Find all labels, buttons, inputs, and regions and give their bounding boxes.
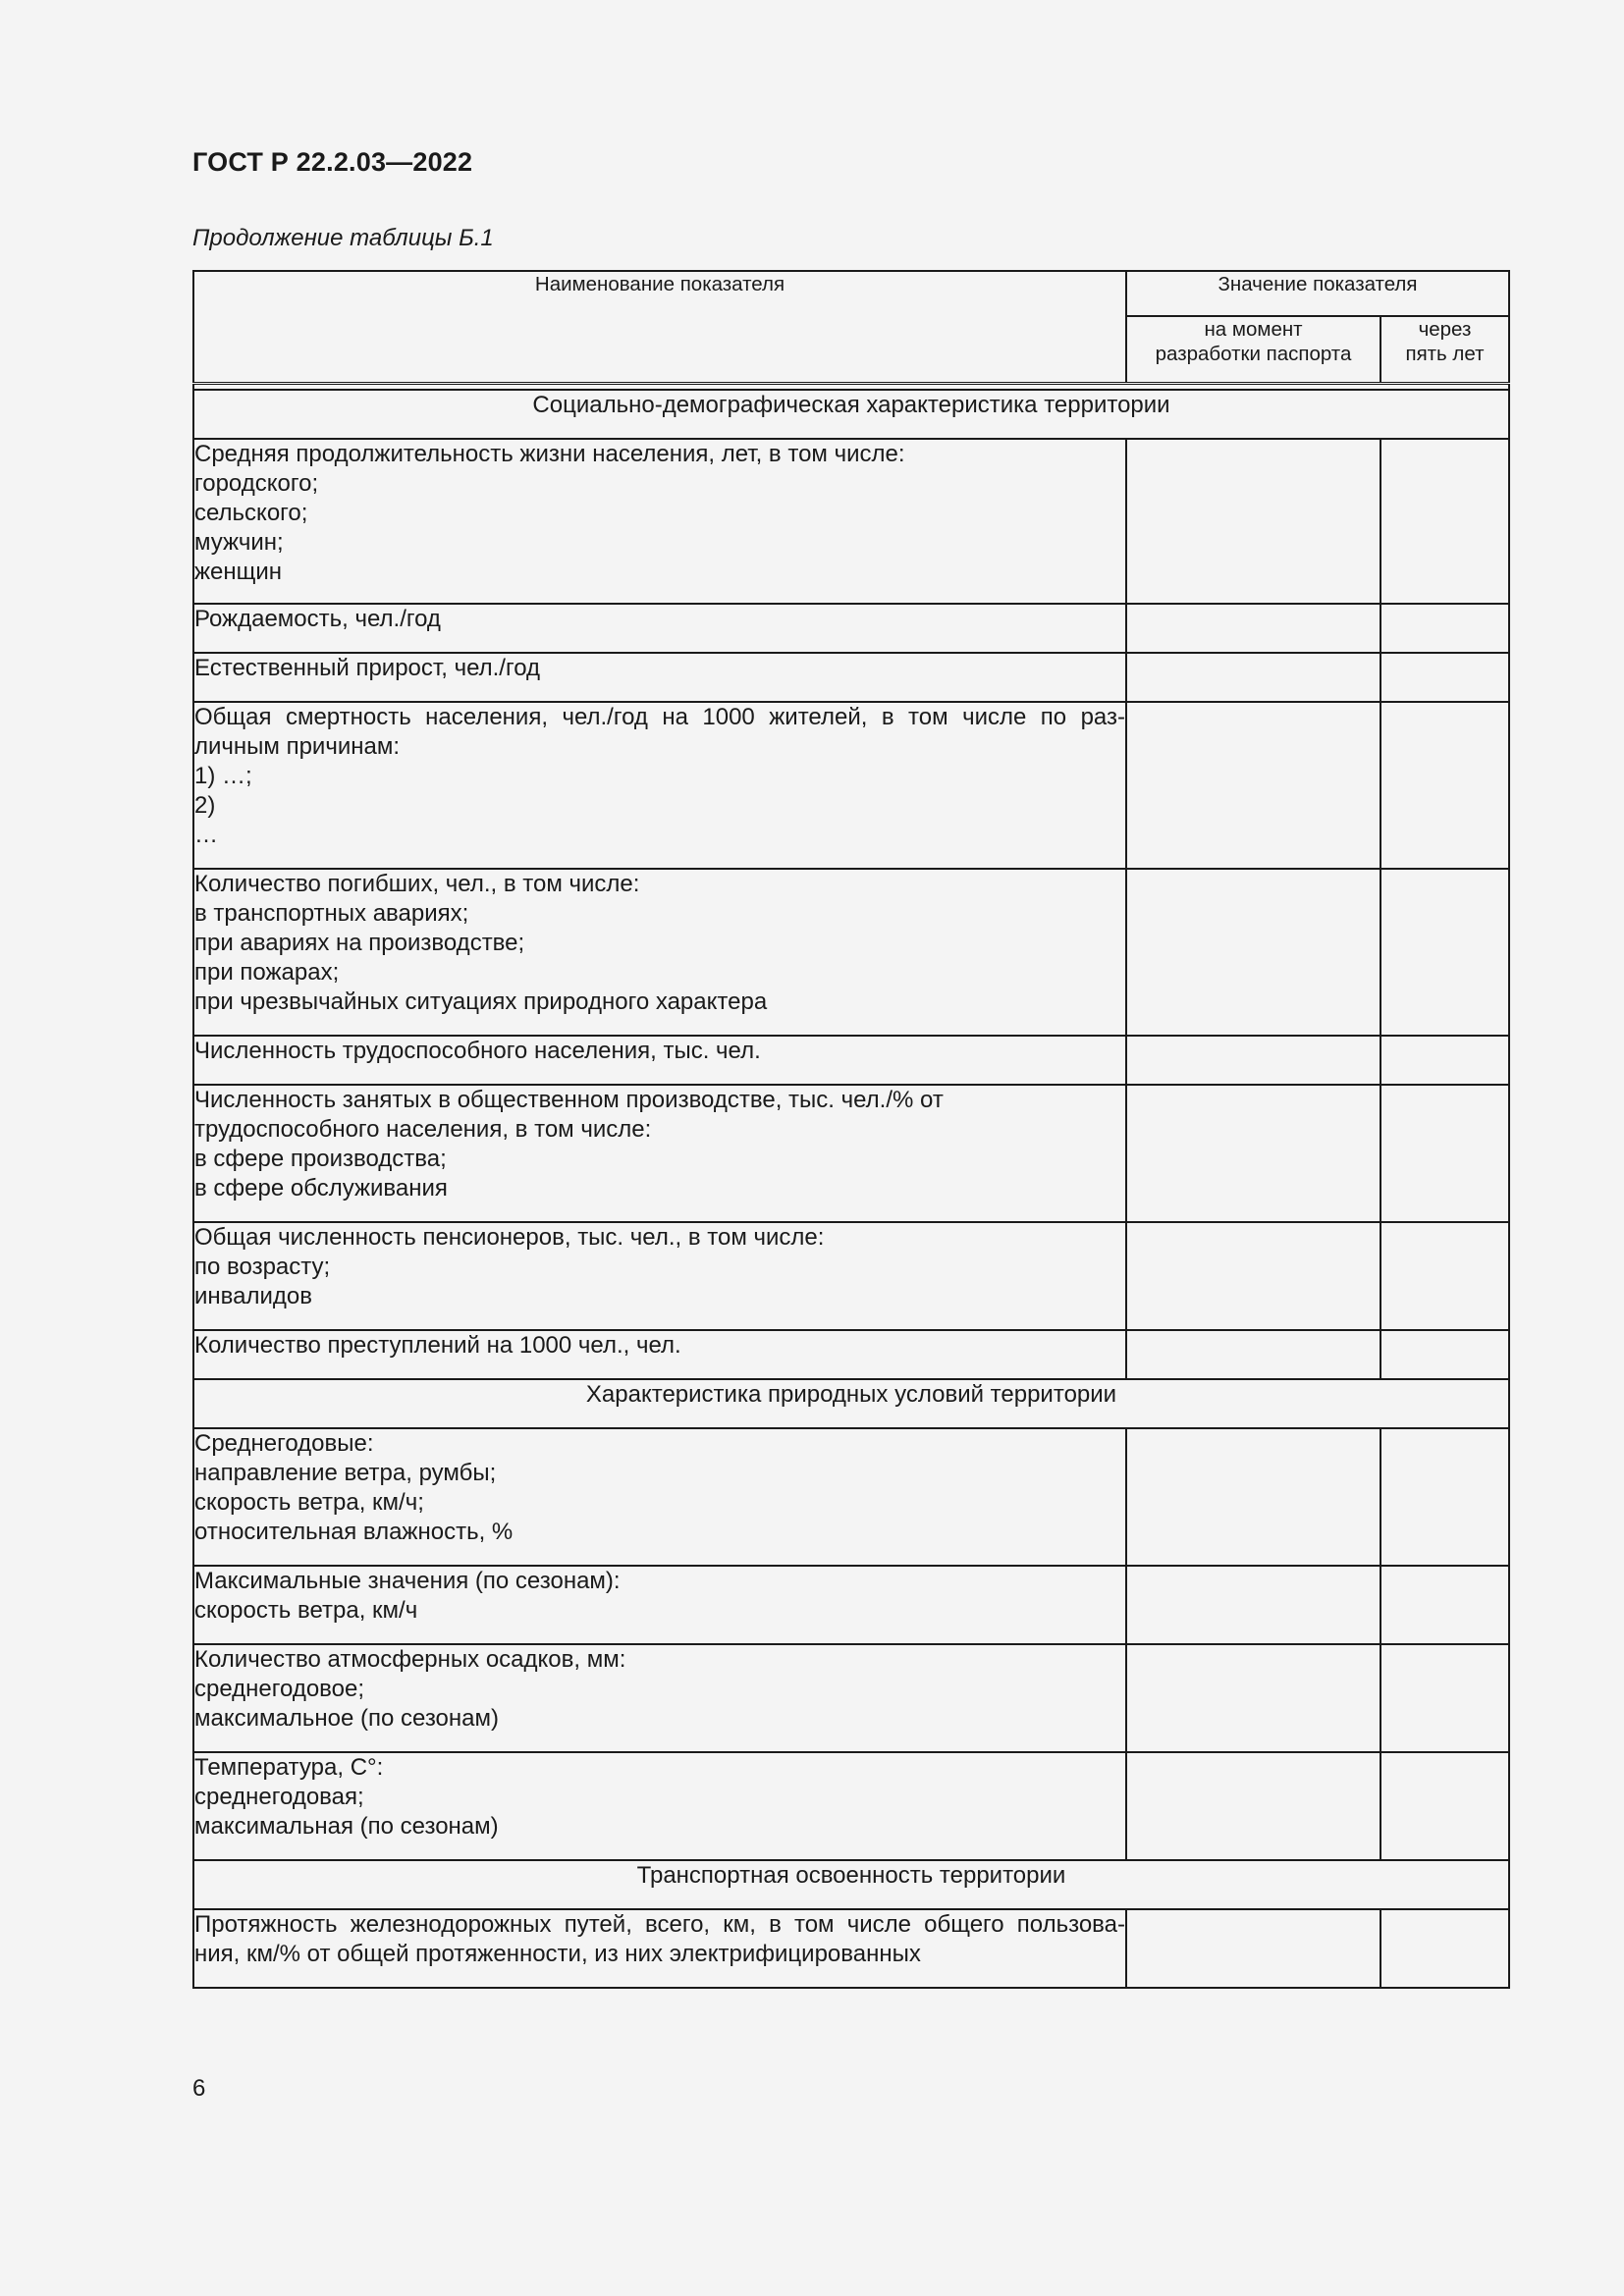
indicator-line: Среднегодовые: [194,1430,374,1457]
indicator-line: Естественный прирост, чел./год [194,655,541,681]
table-row [193,1330,1509,1379]
value-future-cell [1380,1085,1509,1222]
indicator-line: Количество погибших, чел., в том числе: [194,871,640,897]
value-future-cell [1380,1752,1509,1860]
value-future-cell [1380,1036,1509,1085]
value-current-cell [1126,439,1380,604]
indicator-name [193,604,1126,653]
table-row [193,439,1509,604]
value-current-cell [1126,1428,1380,1566]
table-row [193,1222,1509,1330]
indicator-line: городского; [194,470,319,497]
indicator-line: Численность занятых в общественном производстве, тыс. чел./% от [194,1087,944,1113]
value-current-cell [1126,653,1380,702]
indicator-line: 2) [194,792,216,819]
indicator-line: при авариях на производстве; [194,930,525,956]
value-current-cell [1126,1566,1380,1644]
indicator-name [193,1566,1126,1644]
indicator-name [193,1222,1126,1330]
indicator-line: Общая численность пенсионеров, тыс. чел., в том числе: [194,1224,825,1251]
indicator-line: Средняя продолжительность жизни населения, лет, в том числе: [194,441,905,467]
indicator-name [193,1644,1126,1752]
table-row [193,869,1509,1036]
value-future-cell [1380,1330,1509,1379]
indicator-name [193,1330,1126,1379]
value-future-cell [1380,1644,1509,1752]
indicator-line: мужчин; [194,529,284,556]
value-future-cell [1380,1566,1509,1644]
indicator-line: инвалидов [194,1283,312,1309]
value-current-cell [1126,702,1380,869]
indicator-name [193,439,1126,604]
indicator-name [193,869,1126,1036]
table-row [193,1566,1509,1644]
table-row [193,702,1509,869]
table-row [193,1909,1509,1988]
column-header-future-line2: пять лет [1405,343,1485,365]
indicator-name [193,1909,1126,1988]
indicator-line: Общая смертность населения, чел./год на 1000 жителей, в том числе по раз- [194,704,1125,730]
indicator-line: среднегодовое; [194,1676,365,1702]
column-header-current-line2: разработки паспорта [1155,343,1352,365]
indicator-line: сельского; [194,500,308,526]
value-current-cell [1126,1644,1380,1752]
value-future-cell [1380,653,1509,702]
indicator-name [193,702,1126,869]
indicator-line: Протяжность железнодорожных путей, всего, км, в том числе общего пользова- [194,1911,1125,1938]
indicator-name [193,1085,1126,1222]
table-caption: Продолжение таблицы Б.1 [192,225,494,251]
value-future-cell [1380,1222,1509,1330]
indicator-name [193,653,1126,702]
value-current-cell [1126,1909,1380,1988]
column-header-current-line1: на момент [1204,318,1303,341]
indicator-line: Численность трудоспособного населения, тыс. чел. [194,1038,761,1064]
indicator-line: при чрезвычайных ситуациях природного характера [194,988,768,1015]
value-current-cell [1126,1330,1380,1379]
value-current-cell [1126,1752,1380,1860]
indicator-line: в сфере обслуживания [194,1175,448,1201]
page-number: 6 [192,2075,206,2102]
indicator-name [193,1752,1126,1860]
indicator-line: Максимальные значения (по сезонам): [194,1568,621,1594]
indicator-line: относительная влажность, % [194,1519,514,1545]
document-code: ГОСТ Р 22.2.03—2022 [192,147,473,177]
value-future-cell [1380,604,1509,653]
column-header-future [1380,316,1509,384]
indicator-table [192,270,1510,1989]
indicator-line: личным причинам: [194,733,401,760]
section-title: Транспортная освоенность территории [193,1860,1509,1909]
indicator-line: в сфере производства; [194,1146,447,1172]
indicator-line: Температура, С°: [194,1754,384,1781]
value-current-cell [1126,869,1380,1036]
indicator-line: скорость ветра, км/ч; [194,1489,424,1516]
table-row [193,1085,1509,1222]
indicator-line: в транспортных авариях; [194,900,469,927]
indicator-line: женщин [194,559,283,585]
table-row [193,1036,1509,1085]
indicator-line: при пожарах; [194,959,340,986]
indicator-line: среднегодовая; [194,1784,364,1810]
table-row [193,1428,1509,1566]
column-header-name: Наименование показателя [193,271,1126,384]
section-title: Характеристика природных условий территории [193,1379,1509,1428]
indicator-line: направление ветра, румбы; [194,1460,497,1486]
value-future-cell [1380,869,1509,1036]
indicator-line: 1) …; [194,763,252,789]
value-future-cell [1380,1909,1509,1988]
value-future-cell [1380,1428,1509,1566]
value-current-cell [1126,1036,1380,1085]
table-row [193,653,1509,702]
indicator-line: Количество атмосферных осадков, мм: [194,1646,626,1673]
indicator-line: максимальное (по сезонам) [194,1705,499,1732]
indicator-name [193,1428,1126,1566]
indicator-line: Количество преступлений на 1000 чел., чел. [194,1332,681,1359]
indicator-line: Рождаемость, чел./год [194,606,441,632]
column-header-future-line1: через [1418,318,1472,341]
indicator-line: максимальная (по сезонам) [194,1813,499,1840]
indicator-line: … [194,822,218,848]
column-header-current [1126,316,1380,384]
value-current-cell [1126,1085,1380,1222]
value-current-cell [1126,1222,1380,1330]
indicator-line: по возрасту; [194,1254,331,1280]
indicator-line: скорость ветра, км/ч [194,1597,418,1624]
indicator-name [193,1036,1126,1085]
column-header-value: Значение показателя [1126,271,1509,316]
table-row [193,1644,1509,1752]
indicator-line: ния, км/% от общей протяженности, из них электрифицированных [194,1941,921,1967]
value-current-cell [1126,604,1380,653]
table-row [193,604,1509,653]
table-row [193,1752,1509,1860]
value-future-cell [1380,439,1509,604]
value-future-cell [1380,702,1509,869]
section-title: Социально-демографическая характеристика территории [193,390,1509,439]
indicator-line: трудоспособного населения, в том числе: [194,1116,652,1143]
